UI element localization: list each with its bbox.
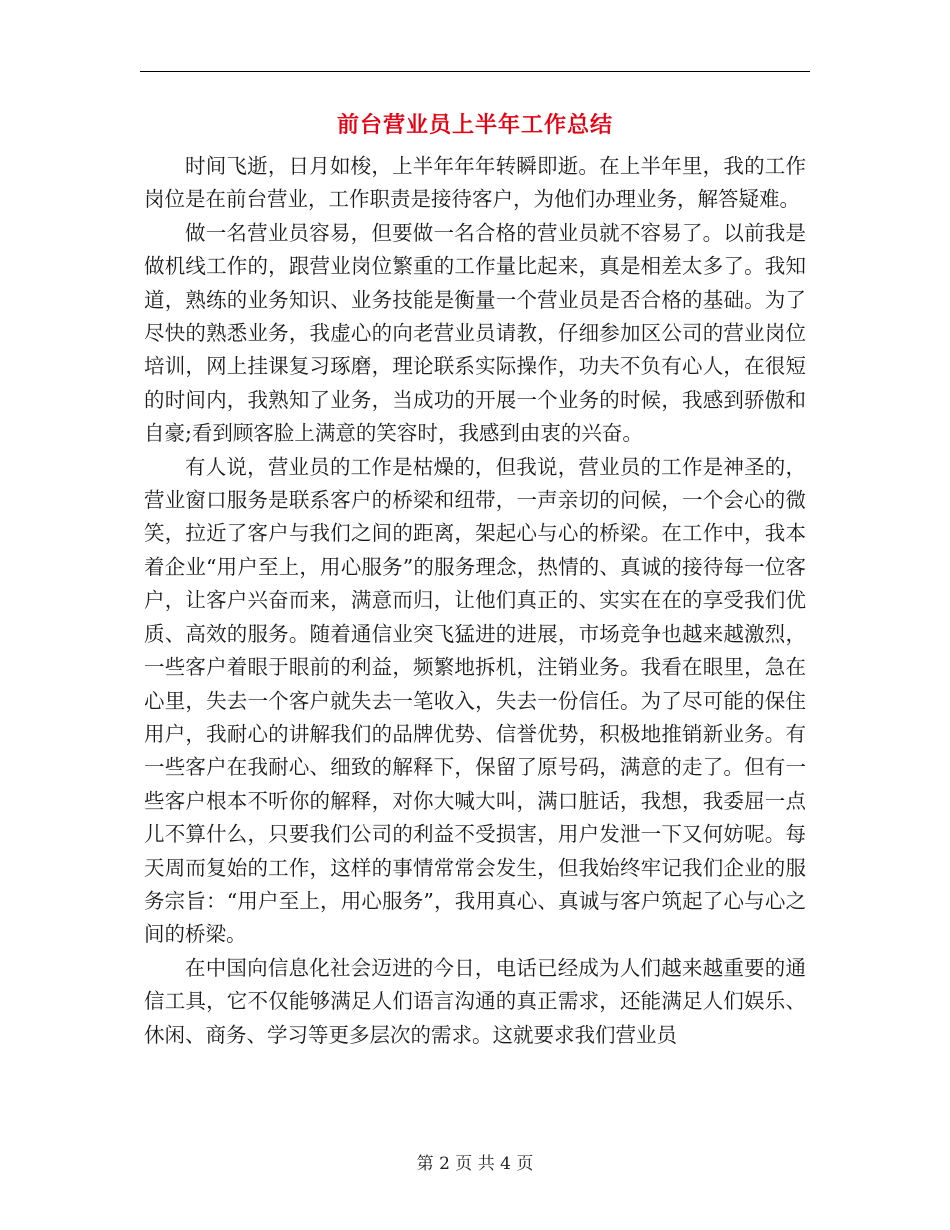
document-body — [144, 150, 806, 1052]
document-title: 前台营业员上半年工作总结 — [336, 112, 613, 138]
paragraph-4: 在中国向信息化社会迈进的今日，电话已经成为人们越来越重要的通信工具，它不仅能够满足人们语言沟通的真正需求，还能满足人们娱乐、休闲、商务、学习等更多层次的需求。这就要求我们营业员 — [144, 955, 806, 1047]
header-rule — [140, 71, 810, 72]
paragraph-3: 有人说，营业员的工作是枯燥的，但我说，营业员的工作是神圣的，营业窗口服务是联系客户的桥梁和纽带，一声亲切的问候，一个会心的微笑，拉近了客户与我们之间的距离，架起心与心的桥梁。在工作中，我本着企业“用户至上，用心服务”的服务理念，热情的、真诚的接待每一位客户，让客户兴奋而来，满意而归，让他们真正的、实实在在的享受我们优质、高效的服务。随着通信业突飞猛进的进展，市场竞争也越来越激烈，一些客户着眼于眼前的利益，频繁地拆机，注销业务。我看在眼里，急在心里，失去一个客户就失去一笔收入，失去一份信任。为了尽可能的保住用户，我耐心的讲解我们的品牌优势、信誉优势，积极地推销新业务。有一些客户在我耐心、细致的解释下，保留了原号码，满意的走了。但有一些客户根本不听你的解释，对你大喊大叫，满口脏话，我想，我委屈一点儿不算什么，只要我们公司的利益不受损害，用户发泄一下又何妨呢。每天周而复始的工作，这样的事情常常会发生，但我始终牢记我们企业的服务宗旨：“用户至上，用心服务”，我用真心、真诚与客户筑起了心与心之间的桥梁。 — [144, 454, 806, 947]
paragraph-2: 做一名营业员容易，但要做一名合格的营业员就不容易了。以前我是做机线工作的，跟营业岗位繁重的工作量比起来，真是相差太多了。我知道，熟练的业务知识、业务技能是衡量一个营业员是否合格的基础。为了尽快的熟悉业务，我虚心的向老营业员请教，仔细参加区公司的营业岗位培训，网上挂课复习琢磨，理论联系实际操作，功夫不负有心人，在很短的时间内，我熟知了业务，当成功的开展一个业务的时候，我感到骄傲和自豪;看到顾客脸上满意的笑容时，我感到由衷的兴奋。 — [144, 220, 806, 446]
page-number-footer: 第 2 页 共 4 页 — [416, 1154, 534, 1174]
paragraph-1: 时间飞逝，日月如梭，上半年年年转瞬即逝。在上半年里，我的工作岗位是在前台营业，工作职责是接待客户，为他们办理业务，解答疑难。 — [144, 154, 806, 212]
